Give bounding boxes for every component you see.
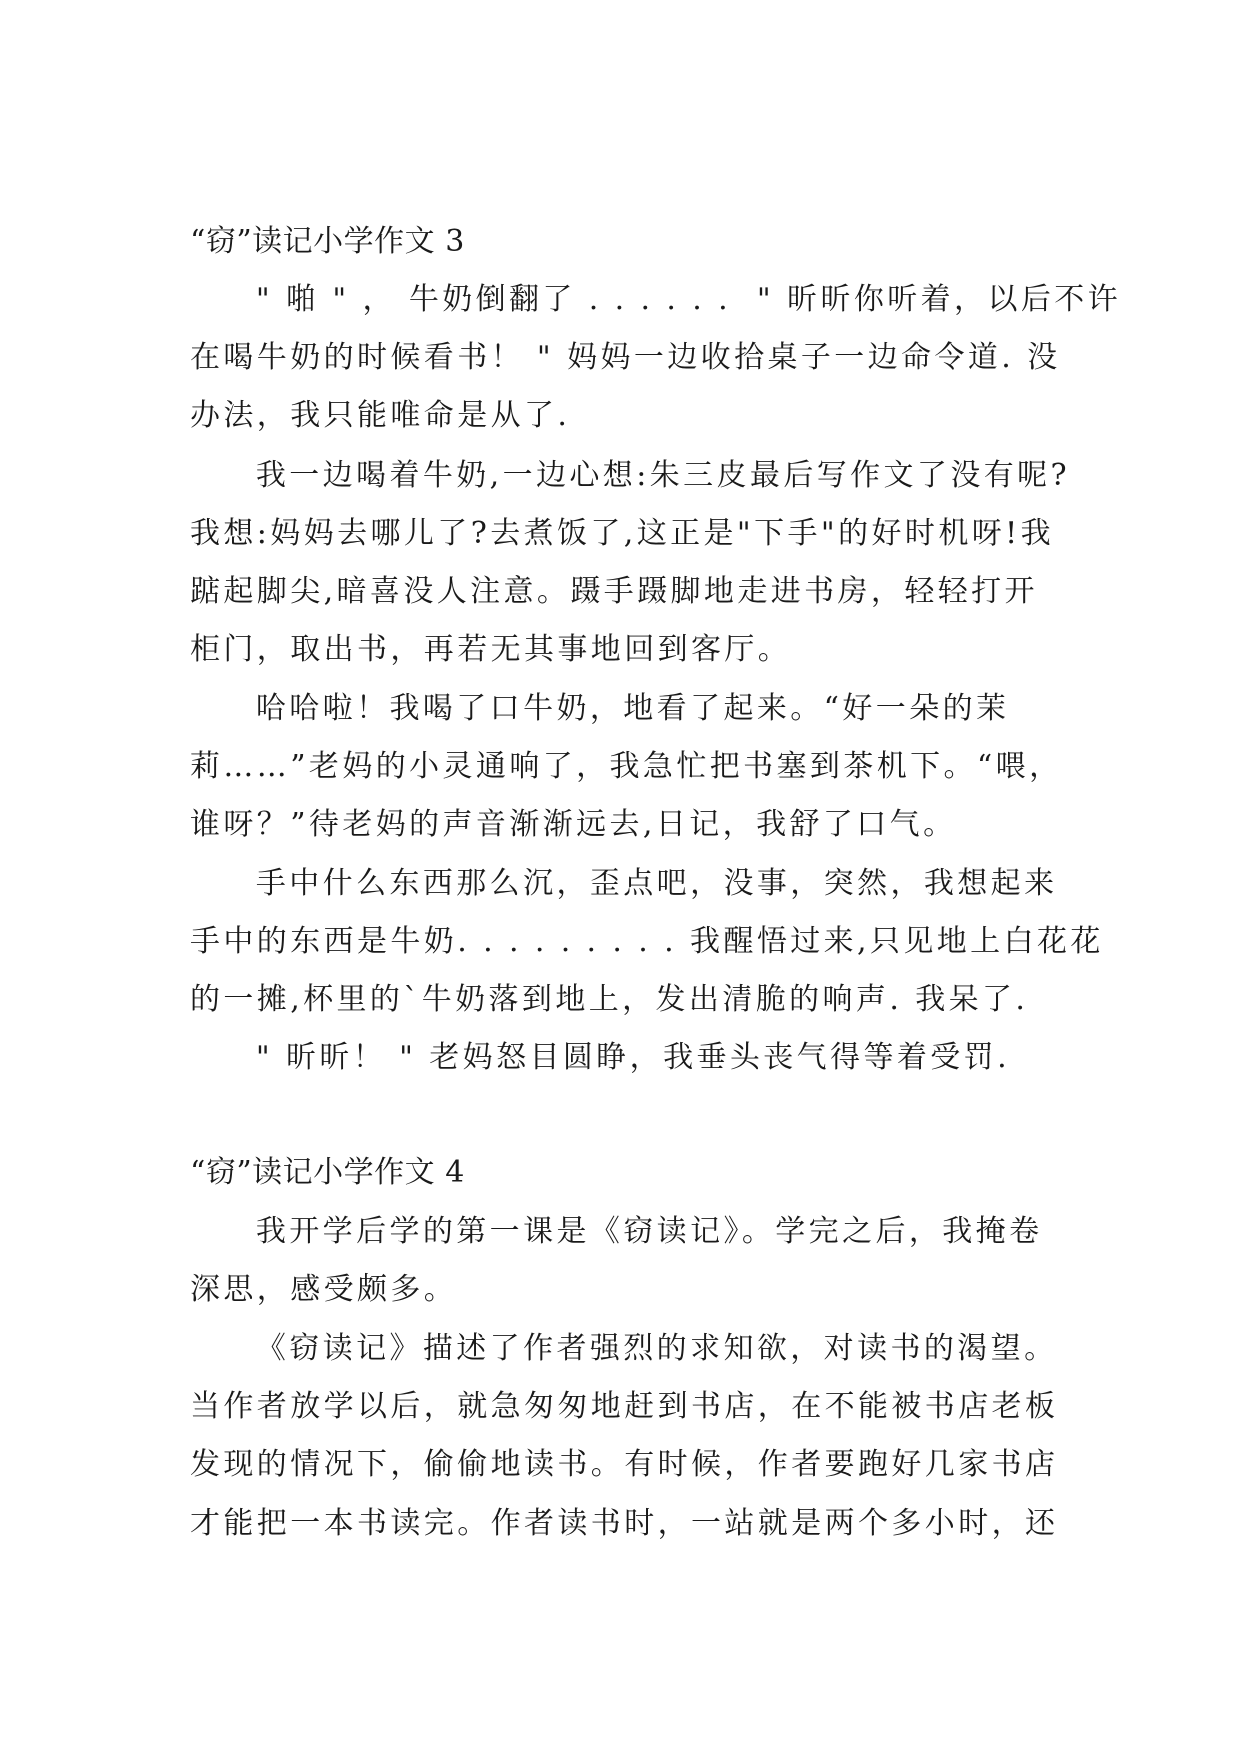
text-line: 踮起脚尖,暗喜没人注意。蹑手蹑脚地走进书房，轻轻打开 — [190, 574, 1038, 609]
section-title: “窃”读记小学作文 3 — [190, 224, 465, 259]
text-line: 深思，感受颇多。 — [190, 1272, 458, 1307]
text-line: 柜门，取出书，再若无其事地回到客厅。 — [190, 632, 792, 667]
text-line: 哈哈啦！我喝了口牛奶，地看了起来。“好一朵的茉 — [230, 691, 1010, 726]
text-line: 手中什么东西那么沉，歪点吧，没事，突然，我想起来 — [230, 866, 1058, 901]
text-line: 当作者放学以后，就急匆匆地赶到书店，在不能被书店老板 — [190, 1389, 1059, 1424]
text-line: 手中的东西是牛奶. . . . . . . . . 我醒悟过来,只见地上白花花 — [190, 924, 1104, 959]
text-line: " 昕昕！ " 老妈怒目圆睁，我垂头丧气得等着受罚. — [230, 1040, 1011, 1075]
text-line: 我开学后学的第一课是《窃读记》。学完之后，我掩卷 — [230, 1214, 1043, 1249]
text-line: 《窃读记》描述了作者强烈的求知欲，对读书的渴望。 — [230, 1331, 1058, 1366]
text-line: 在喝牛奶的时候看书！ " 妈妈一边收拾桌子一边命令道. 没 — [190, 340, 1061, 375]
text-line: 莉……”老妈的小灵通响了，我急忙把书塞到茶机下。“喂， — [190, 749, 1063, 784]
text-line: 发现的情况下，偷偷地读书。有时候，作者要跑好几家书店 — [190, 1447, 1059, 1482]
text-line: " 啪 " ， 牛奶倒翻了 . . . . . . " 昕昕你听着，以后不许 — [230, 282, 1122, 317]
text-line: 谁呀？”待老妈的声音渐渐远去,日记，我舒了口气。 — [190, 807, 957, 842]
text-line: 的一摊,杯里的`牛奶落到地上，发出清脆的响声. 我呆了. — [190, 982, 1029, 1017]
section-title: “窃”读记小学作文 4 — [190, 1155, 465, 1190]
text-line: 我想:妈妈去哪儿了?去煮饭了,这正是"下手"的好时机呀!我 — [190, 516, 1054, 551]
text-line: 办法，我只能唯命是从了. — [190, 398, 571, 433]
text-line: 我一边喝着牛奶,一边心想:朱三皮最后写作文了没有呢? — [230, 458, 1070, 493]
text-line: 才能把一本书读完。作者读书时，一站就是两个多小时，还 — [190, 1506, 1059, 1541]
